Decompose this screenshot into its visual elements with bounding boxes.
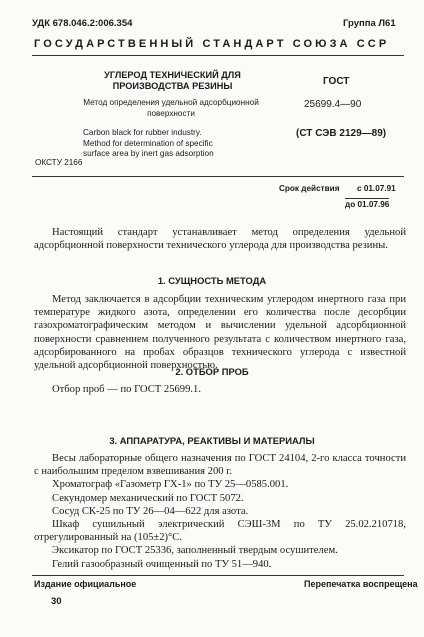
section-1-body — [34, 293, 406, 372]
section-heading: 1. СУЩНОСТЬ МЕТОДА — [157, 275, 267, 286]
group-code: Группа Л61 — [343, 18, 396, 29]
okstu-code: ОКСТУ 2166 — [35, 158, 83, 167]
gost-label: ГОСТ — [323, 76, 350, 87]
english-title — [83, 128, 263, 160]
list-item: Гелий газообразный очищенный по ТУ 51—940. — [52, 558, 272, 570]
intro-text: Настоящий стандарт устанавливает метод определения удельной адсорбционной поверхности технического углерода для производства резины. — [34, 227, 406, 252]
validity-label: Срок действия — [279, 184, 340, 193]
title-block-rule — [32, 176, 404, 177]
st-sev-number: (СТ СЭВ 2129—89) — [296, 128, 387, 139]
list-item: Сосуд СК-25 по ТУ 26—04—622 для азота. — [52, 505, 249, 517]
list-item: Хроматограф «Газометр ГХ-1» по ТУ 25—0585.001. — [52, 479, 289, 491]
section-3-body — [34, 452, 406, 571]
document-subtitle: Метод определения удельной адсорбционной поверхности — [83, 98, 259, 118]
english-title-line: surface area by inert gas adsorption — [83, 149, 214, 158]
footer-reprint-notice: Перепечатка воспрещена — [304, 579, 418, 589]
list-item: Весы лабораторные общего назначения по ГОСТ 24104, 2-го класса точности с наибольшим пределом взвешивания 200 г. — [34, 453, 406, 478]
validity-from: с 01.07.91 — [357, 184, 396, 193]
validity-to: до 01.07.96 — [345, 200, 390, 209]
udk-code: УДК 678.046.2:006.354 — [32, 18, 133, 29]
list-item: Шкаф сушильный электрический СЭШ-3М по ТУ 25.02.210718, отрегулированный на (105±2)°С. — [34, 519, 406, 544]
page-number: 30 — [51, 596, 62, 607]
english-title-line: Method for determination of specific — [83, 138, 213, 148]
section-heading: 2. ОТБОР ПРОБ — [175, 366, 249, 377]
english-title-line: Carbon black for rubber industry. — [83, 128, 202, 137]
list-item: Эксикатор по ГОСТ 25336, заполненный твердым осушителем. — [52, 545, 338, 557]
section-heading: 3. АППАРАТУРА, РЕАКТИВЫ И МАТЕРИАЛЫ — [109, 435, 315, 446]
header-rule — [32, 55, 404, 56]
footer-official-edition: Издание официальное — [34, 579, 137, 589]
standard-title: ГОСУДАРСТВЕННЫЙ СТАНДАРТ СОЮЗА ССР — [34, 38, 390, 50]
section-text: Отбор проб — по ГОСТ 25699.1. — [52, 384, 201, 395]
section-2-body — [34, 383, 406, 396]
footer-rule — [32, 575, 404, 576]
list-item: Секундомер механический по ГОСТ 5072. — [52, 492, 244, 504]
section-text: Метод заключается в адсорбции техническим углеродом инертного газа при температуре жидкого азота, определении его количества после десорбции газохроматографическим методом и вычислении удельной адсорбционной поверхности сравнением полученного результата с количеством инертного газа, адсорбированного на пробах образцов технического углерода с известной удельной адсорбционной поверхностью. — [34, 294, 406, 372]
gost-number: 25699.4—90 — [304, 99, 362, 110]
intro-paragraph — [34, 226, 406, 252]
document-title: УГЛЕРОД ТЕХНИЧЕСКИЙ ДЛЯ ПРОИЗВОДСТВА РЕЗИНЫ — [104, 70, 241, 91]
